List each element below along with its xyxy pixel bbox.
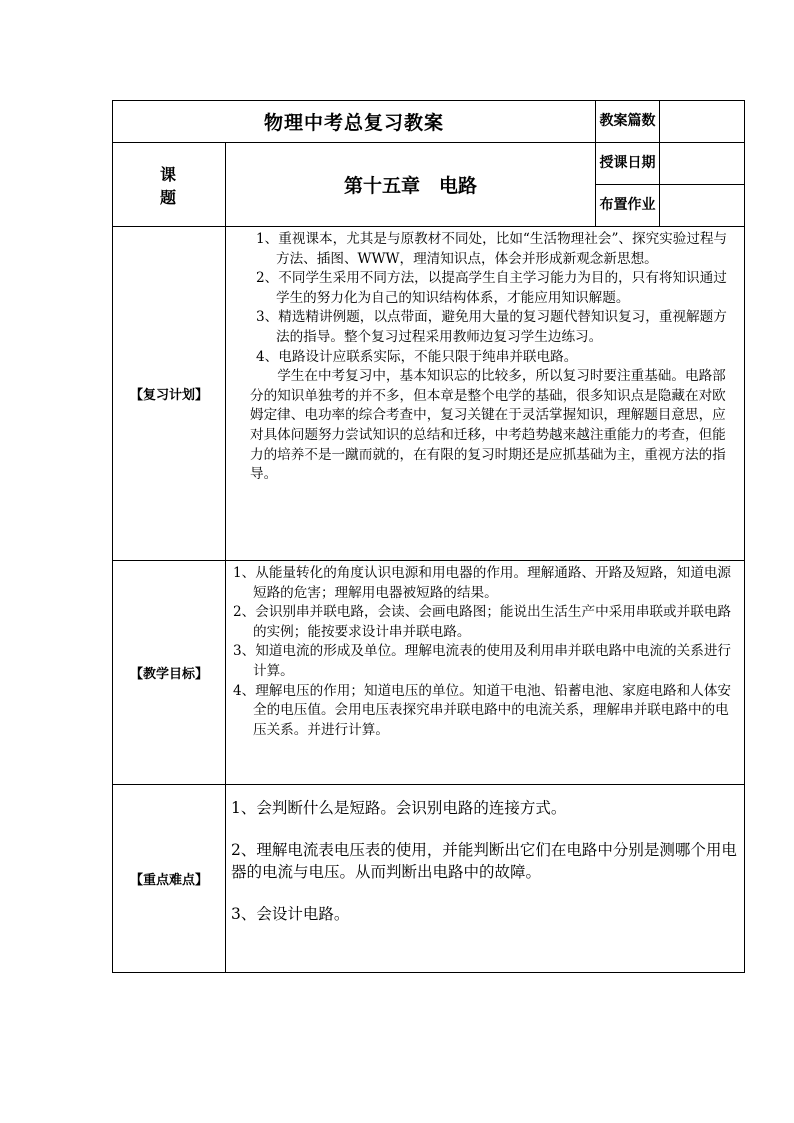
homework-label: 布置作业 — [596, 185, 660, 227]
review-plan-item: 3、精选精讲例题，以点带面，避免用大量的复习题代替知识复习，重视解题方法的指导。整个复习过程采用教师边复习学生边练习。 — [256, 309, 727, 345]
key-points-content — [226, 785, 745, 973]
review-plan-item: 2、不同学生采用不同方法，以提高学生自主学习能力为目的，只有将知识通过学生的努力化为自己的知识结构体系，才能应用知识解题。 — [256, 270, 727, 306]
review-plan-paragraph: 学生在中考复习中，基本知识忘的比较多，所以复习时要注重基础。电路部分的知识单独考的并不多，但本章是整个电学的基础，很多知识点是隐藏在对欧姆定律、电功率的综合考查中，复习关键在于灵活掌握知识，理解题目意思，应对具体问题努力尝试知识的总结和迁移，中考趋势越来越注重能力的考查，但能力的培养不是一蹴而就的，在有限的复习时期还是应抓基础为主，重视方法的指导。 — [250, 368, 726, 483]
chapter-title: 第十五章 电路 — [226, 143, 596, 227]
review-plan-item: 1、重视课本，尤其是与原教材不同处，比如“生活物理社会”、探究实验过程与方法、插图、WWW，理清知识点，体会并形成新观念新思想。 — [256, 231, 728, 267]
teaching-goals-label: 【教学目标】 — [113, 561, 226, 785]
key-points-label: 【重点难点】 — [113, 785, 226, 973]
key-points-row — [113, 785, 745, 973]
title-row — [113, 101, 745, 143]
key-point-item: 3、会设计电路。 — [231, 905, 350, 923]
review-plan-item: 4、电路设计应联系实际，不能只限于纯串并联电路。 — [256, 348, 578, 365]
topic-label: 课题 — [113, 143, 226, 227]
date-label: 授课日期 — [596, 143, 660, 185]
lesson-count-value — [660, 101, 745, 143]
teaching-goal-item: 3、知道电流的形成及单位。理解电流表的使用及利用串并联电路中电流的关系进行计算。 — [233, 643, 732, 679]
review-plan-content — [226, 227, 745, 561]
topic-row — [113, 143, 745, 185]
teaching-goal-item: 2、会识别串并联电路，会读、会画电路图；能说出生活生产中采用串联或并联电路的实例；能按要求设计串并联电路。 — [233, 604, 732, 640]
plan-title: 物理中考总复习教案 — [113, 101, 596, 143]
lesson-count-label: 教案篇数 — [596, 101, 660, 143]
key-point-item: 2、理解电流表电压表的使用，并能判断出它们在电路中分别是测哪个用电器的电流与电压。从而判断出电路中的故障。 — [231, 841, 737, 881]
teaching-goals-content — [226, 561, 745, 785]
lesson-plan-table — [112, 100, 745, 973]
homework-value — [660, 185, 745, 227]
teaching-goal-item: 4、理解电压的作用；知道电压的单位。知道干电池、铅蓄电池、家庭电路和人体安全的电压值。会用电压表探究串并联电路中的电流关系，理解串并联电路中的电压关系。并进行计算。 — [233, 682, 732, 738]
key-point-item: 1、会判断什么是短路。会识别电路的连接方式。 — [231, 799, 567, 817]
review-plan-row — [113, 227, 745, 561]
date-value — [660, 143, 745, 185]
teaching-goals-row — [113, 561, 745, 785]
review-plan-label: 【复习计划】 — [113, 227, 226, 561]
teaching-goal-item: 1、从能量转化的角度认识电源和用电器的作用。理解通路、开路及短路，知道电源短路的危害；理解用电器被短路的结果。 — [233, 565, 732, 601]
